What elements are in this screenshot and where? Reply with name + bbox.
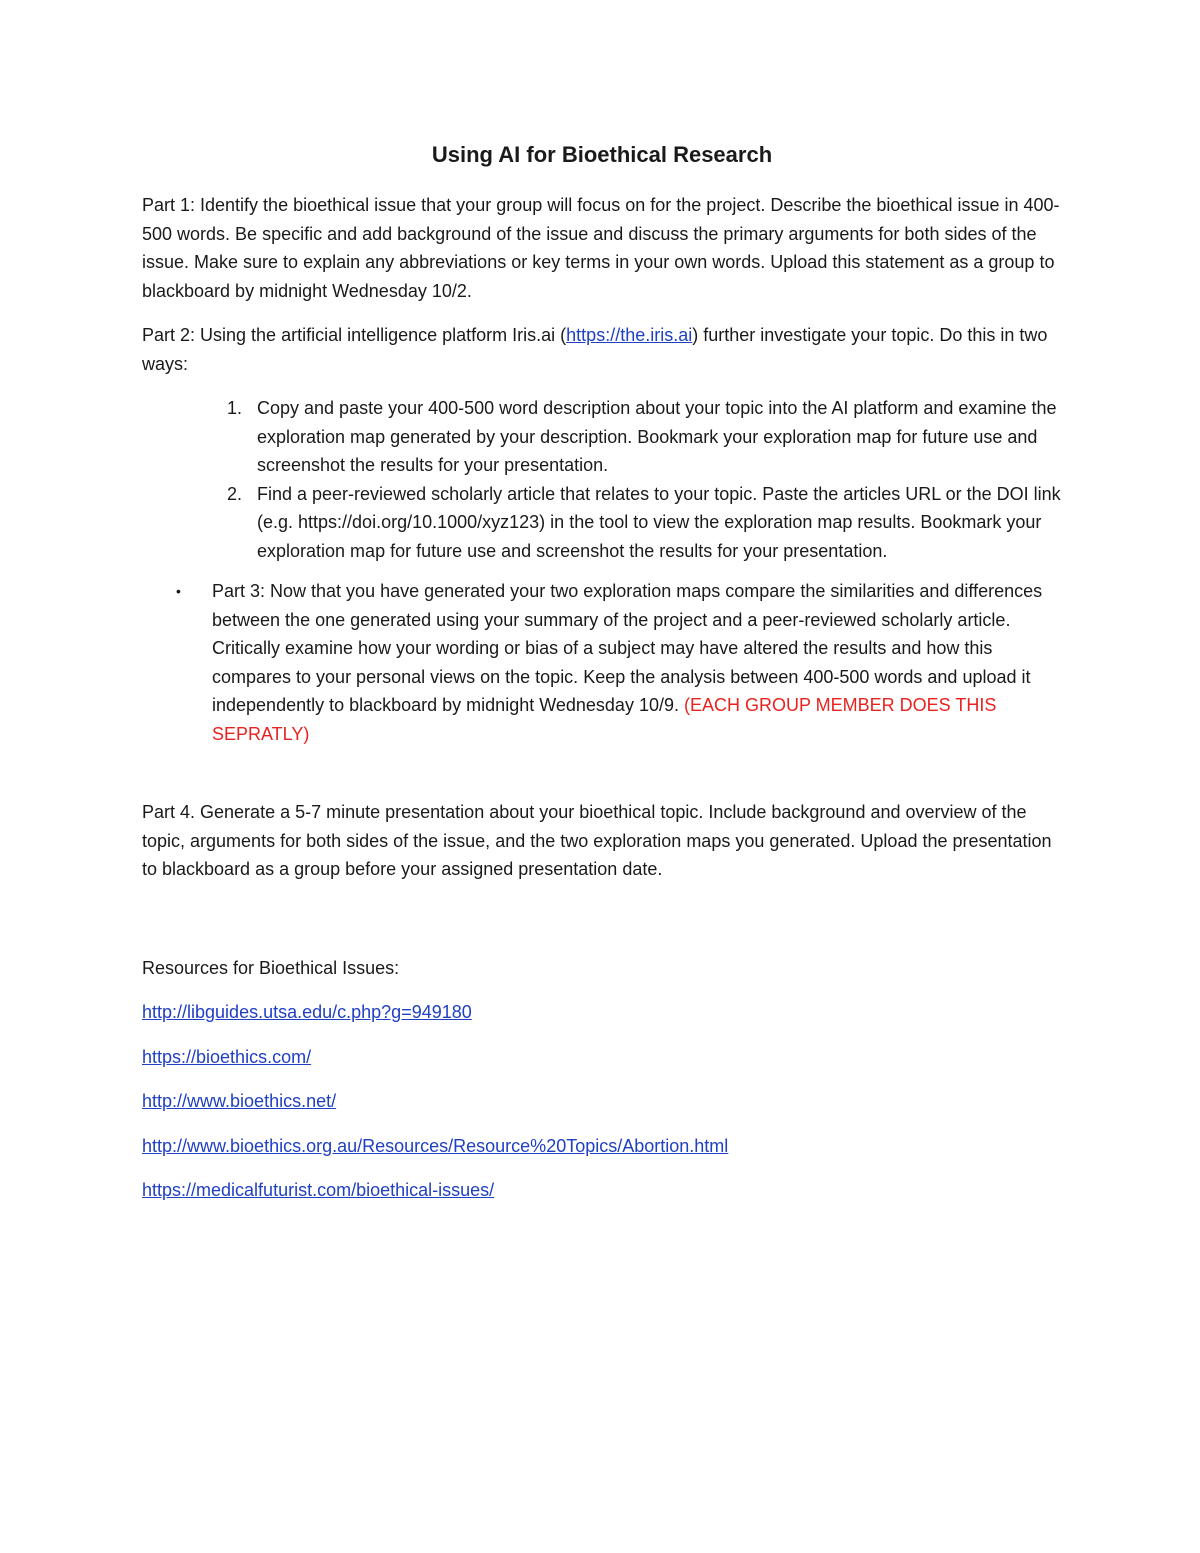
- iris-ai-link[interactable]: https://the.iris.ai: [566, 325, 693, 345]
- part4-paragraph: Part 4. Generate a 5-7 minute presentation about your bioethical topic. Include background and overview of the topic, arguments for both sides of the issue, and the two exploration maps you generated. Upload the presentation to blackboard as a group before your assigned presentation date.: [142, 802, 1052, 879]
- part2-step-1: 1. Copy and paste your 400-500 word description about your topic into the AI platform and examine the exploration map generated by your description. Bookmark your exploration map for future use and screenshot the results for your presentation.: [247, 394, 1062, 480]
- part3-bullet-list: [142, 577, 1062, 748]
- resource-item: [142, 1043, 1062, 1072]
- part2-steps-list: [142, 394, 1062, 565]
- section-spacer: [142, 900, 1062, 954]
- part3-highlight-note: (EACH GROUP MEMBER DOES THIS SEPRATLY): [212, 695, 997, 744]
- resource-link-medicalfuturist[interactable]: https://medicalfuturist.com/bioethical-issues/: [142, 1180, 495, 1200]
- resource-item: [142, 1176, 1062, 1205]
- section-spacer: [142, 748, 1062, 798]
- resource-item: [142, 998, 1062, 1027]
- resource-link-bioethics-net[interactable]: http://www.bioethics.net/: [142, 1091, 337, 1111]
- part1-paragraph: Part 1: Identify the bioethical issue that your group will focus on for the project. Describe the bioethical issue in 400-500 words. Be specific and add background of the issue and discuss the primary arguments for both sides of the issue. Make sure to explain any abbreviations or key terms in your own words. Upload this statement as a group to blackboard by midnight Wednesday 10/2.: [142, 195, 1060, 301]
- document-title: Using AI for Bioethical Research: [431, 142, 773, 167]
- part3-bullet-item: [176, 577, 1062, 748]
- part2-step-2: 2. Find a peer-reviewed scholarly article that relates to your topic. Paste the articles URL or the DOI link (e.g. https://doi.org/10.1000/xyz123) in the tool to view the exploration map results. Bookmark your exploration map for future use and screenshot the results for your presentation.: [247, 480, 1062, 566]
- resource-item: [142, 1087, 1062, 1116]
- resource-link-bioethics-org-au[interactable]: http://www.bioethics.org.au/Resources/Resource%20Topics/Abortion.html: [142, 1135, 729, 1156]
- part2-paragraph: [142, 321, 1062, 378]
- part2-intro-text: Part 2: Using the artificial intelligence platform Iris.ai (: [142, 325, 567, 345]
- document-body: [142, 140, 1062, 1221]
- part2-intro-tail: ) further investigate your topic. Do this in two ways:: [142, 325, 1048, 374]
- resource-item: [142, 1132, 1062, 1161]
- resource-link-bioethics-com[interactable]: https://bioethics.com/: [142, 1046, 312, 1067]
- resources-heading: Resources for Bioethical Issues:: [142, 957, 400, 978]
- resource-link-utsa[interactable]: http://libguides.utsa.edu/c.php?g=949180: [142, 1002, 472, 1022]
- bullet-icon: •: [176, 583, 181, 599]
- part3-text: Part 3: Now that you have generated your two exploration maps compare the similarities and differences between the one generated using your summary of the project and a peer-reviewed scholarly article. Critically examine how your wording or bias of a subject may have altered the results and how this compares to your personal views on the topic. Keep the analysis between 400-500 words and upload it independently to blackboard by midnight Wednesday 10/9.: [212, 581, 1043, 715]
